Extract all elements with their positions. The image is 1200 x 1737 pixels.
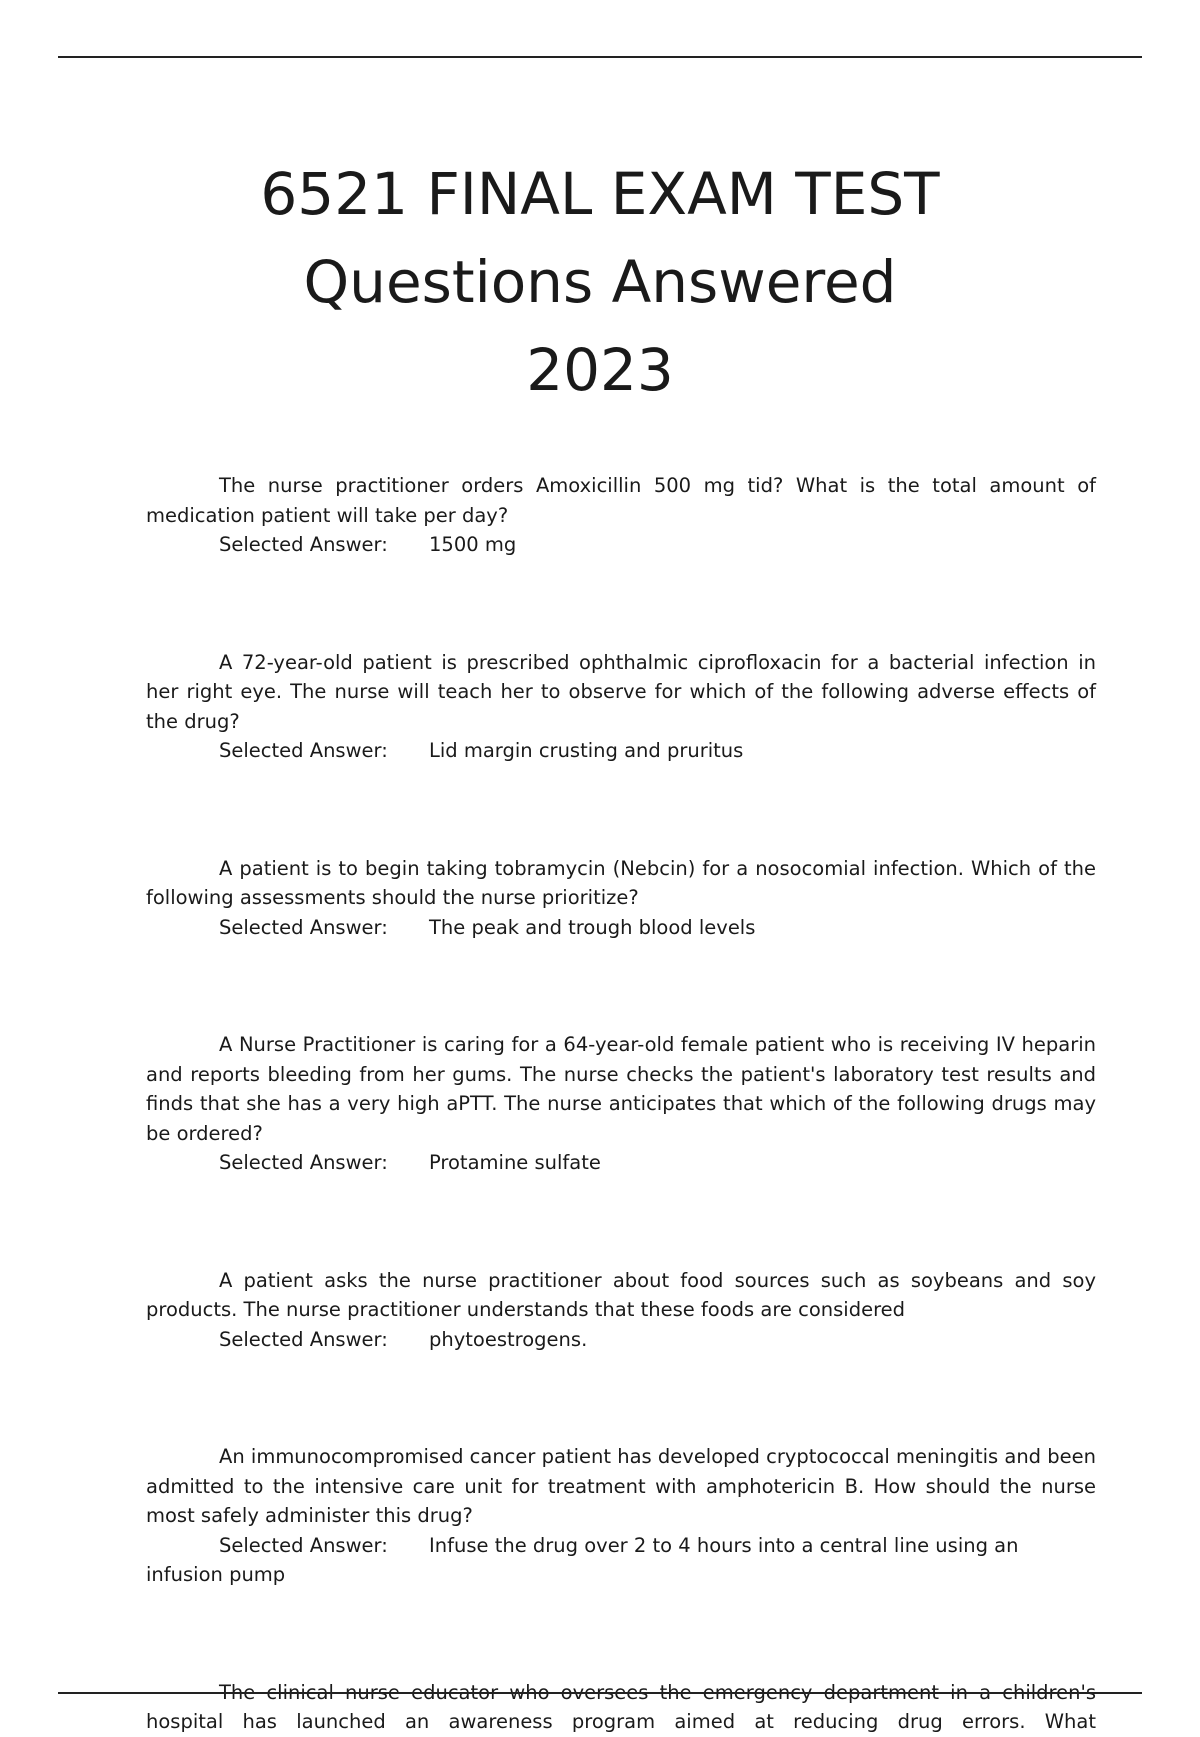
question-item-5: [146, 1266, 1096, 1355]
question-text: A 72-year-old patient is prescribed ophthalmic ciprofloxacin for a bacterial infection in her right eye. The nurse will teach her to observe for which of the following adverse effects of the drug?: [146, 650, 1096, 733]
selected-answer-label: Selected Answer:: [219, 1327, 388, 1351]
selected-answer-value: The peak and trough blood levels: [429, 915, 756, 939]
selected-answer-row: [146, 530, 1096, 560]
selected-answer-label: Selected Answer:: [219, 739, 388, 762]
question-item-3: [146, 854, 1096, 943]
question-text: A Nurse Practitioner is caring for a 64-year-old female patient who is receiving IV heparin and reports bleeding from her gums. The nurse checks the patient's laboratory test results and finds that she has a very high aPTT. The nurse anticipates that which of the following drugs may be ordered?: [146, 1033, 1096, 1145]
question-item-6: [146, 1442, 1096, 1590]
selected-answer-label: Selected Answer:: [219, 1151, 388, 1174]
question-text: An immunocompromised cancer patient has developed cryptococcal meningitis and been admitted to the intensive care unit for treatment with amphotericin B. How should the nurse most safely administer this drug?: [146, 1445, 1096, 1527]
question-item-2: [146, 648, 1096, 766]
selected-answer-value: Protamine sulfate: [429, 1151, 601, 1174]
selected-answer-label: Selected Answer:: [219, 533, 388, 556]
selected-answer-label: Selected Answer:: [219, 1533, 388, 1557]
question-text: A patient is to begin taking tobramycin (Nebcin) for a nosocomial infection. Which of the following assessments should the nurse prioritize?: [146, 856, 1096, 909]
question-item-7: [146, 1678, 1096, 1737]
title-line-3: 2023: [526, 336, 674, 404]
selected-answer-value: Lid margin crusting and pruritus: [429, 739, 744, 762]
top-rule: [58, 56, 1142, 58]
selected-answer-value: 1500 mg: [429, 533, 517, 556]
selected-answer-row: [146, 1531, 1096, 1590]
selected-answer-row: [146, 1325, 1096, 1355]
question-item-4: [146, 1030, 1096, 1178]
question-text: A patient asks the nurse practitioner about food sources such as soybeans and soy products. The nurse practitioner understands that these foods are considered: [146, 1268, 1096, 1321]
selected-answer-label: Selected Answer:: [219, 915, 388, 939]
selected-answer-row: [146, 1148, 1096, 1178]
document-title: [0, 150, 1200, 414]
selected-answer-value: phytoestrogens.: [429, 1327, 588, 1351]
selected-answer-row: [146, 913, 1096, 943]
question-text: The nurse practitioner orders Amoxicillin 500 mg tid? What is the total amount of medication patient will take per day?: [146, 474, 1096, 527]
bottom-rule: [58, 1692, 1142, 1694]
question-text: The clinical nurse educator who oversees the emergency department in a children's hospital has launched an awareness program aimed at reducing drug errors. What: [146, 1680, 1096, 1733]
questions-list: [146, 471, 1096, 1737]
title-line-1: 6521 FINAL EXAM TEST: [260, 160, 940, 228]
question-item-1: [146, 471, 1096, 560]
selected-answer-value: Infuse the drug over 2 to 4 hours into a central line using an infusion pump: [146, 1533, 1019, 1586]
title-line-2: Questions Answered: [303, 248, 897, 316]
selected-answer-row: [146, 736, 1096, 766]
